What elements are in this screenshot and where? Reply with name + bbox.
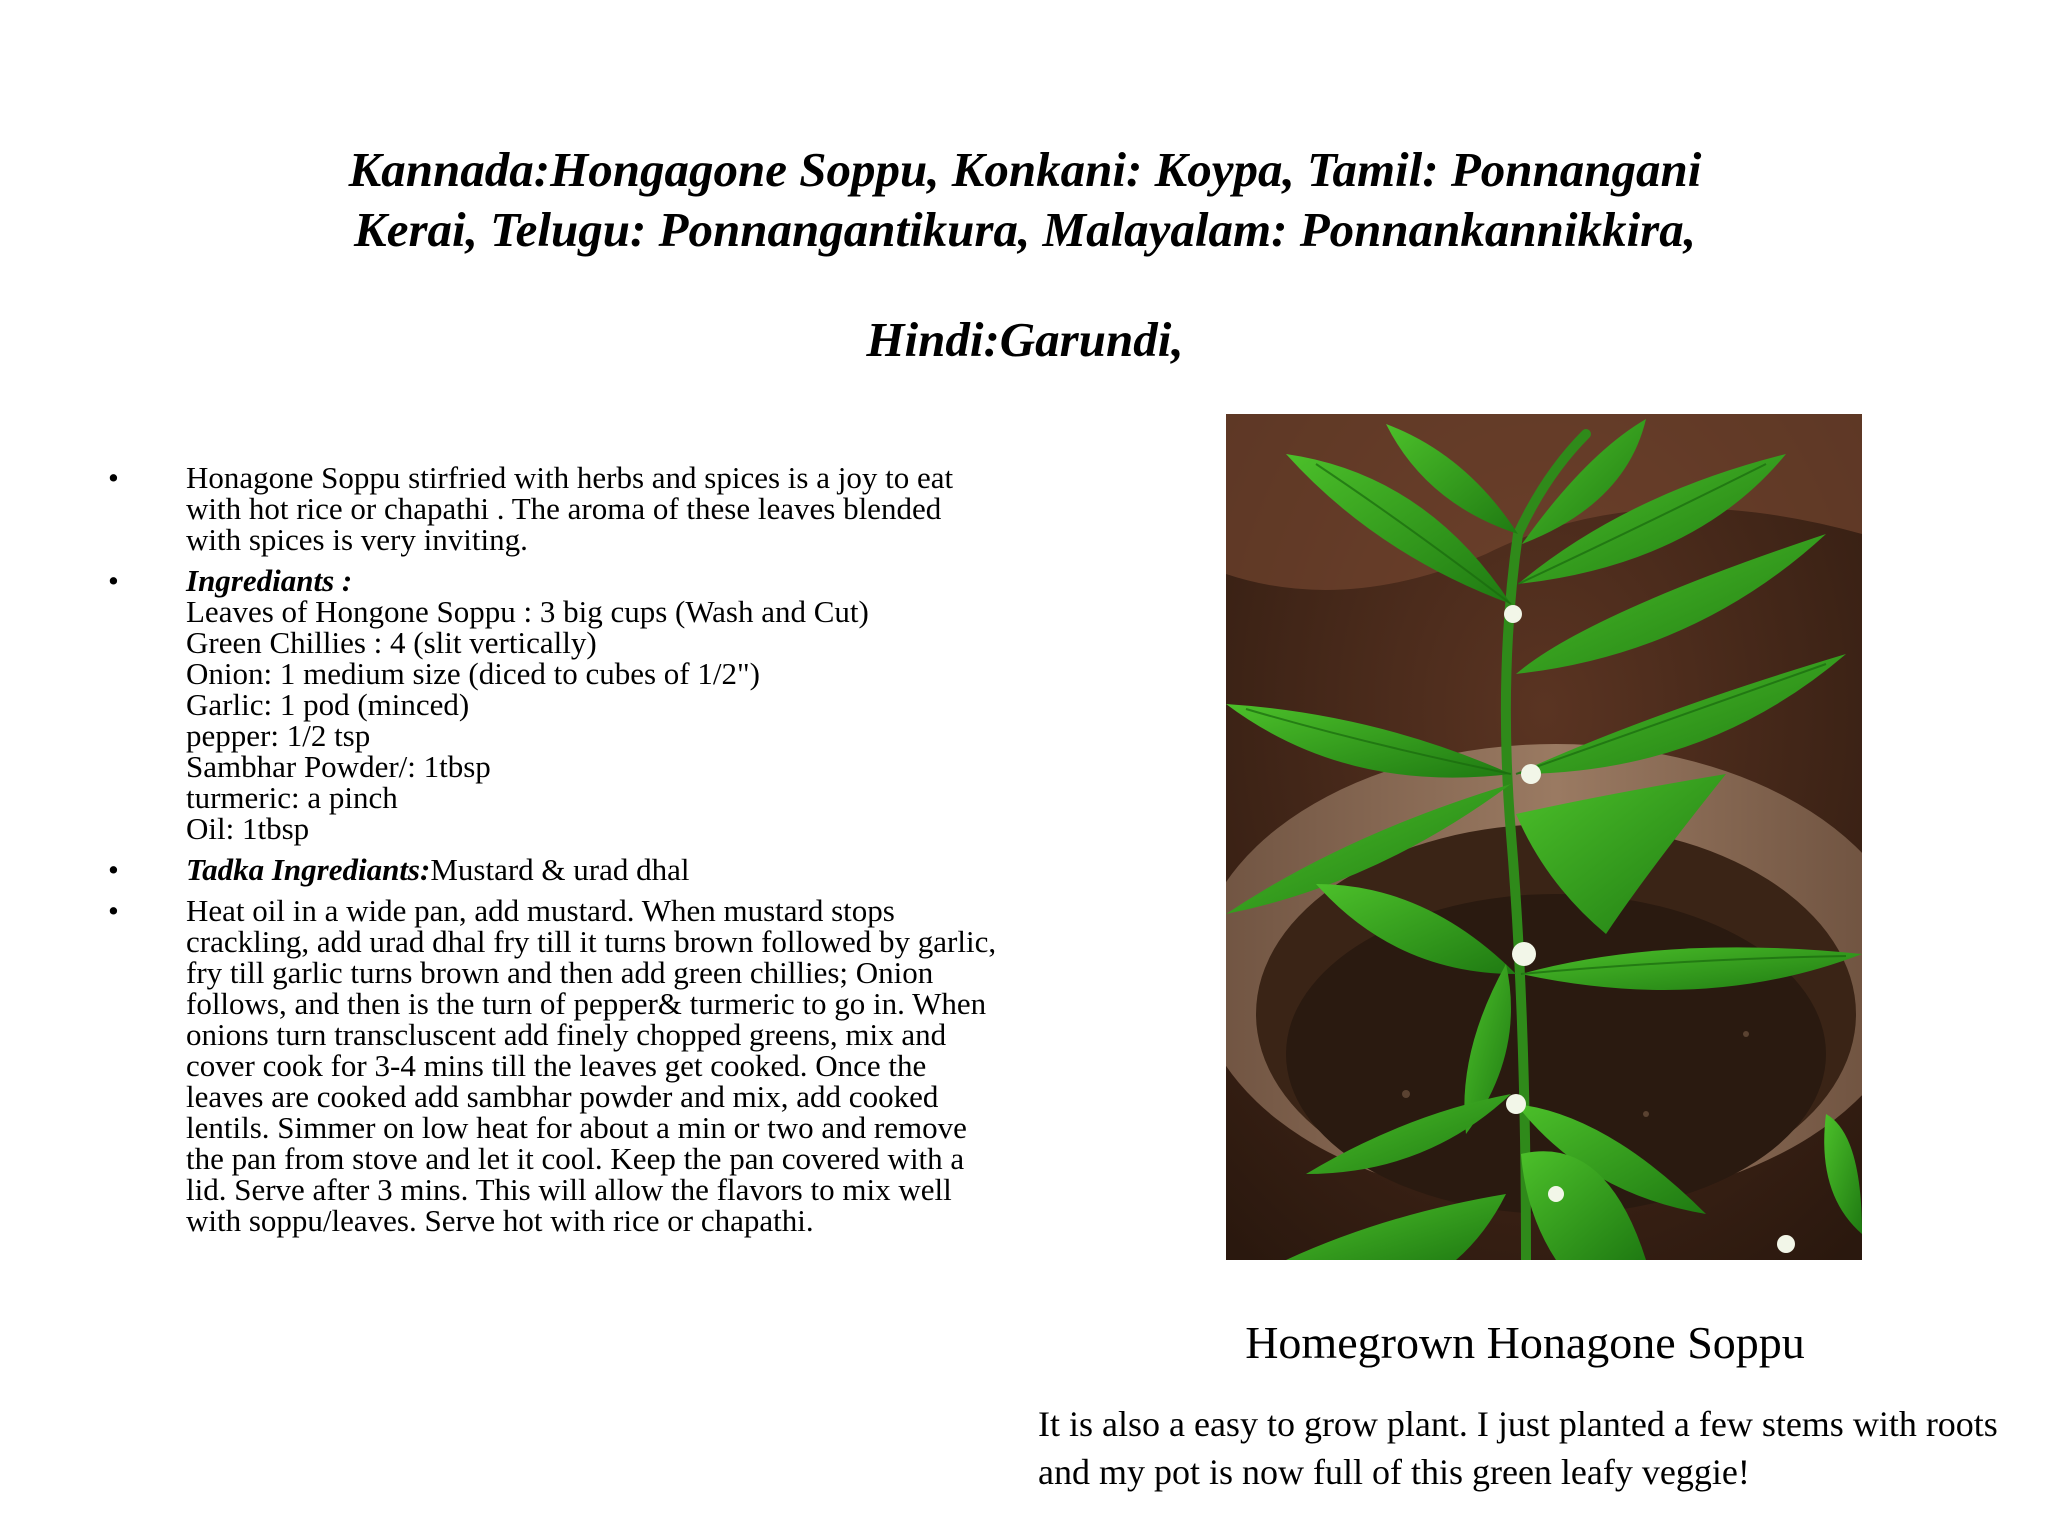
ingredient-item: Oil: 1tbsp xyxy=(186,811,310,846)
ingredient-item: Garlic: 1 pod (minced) xyxy=(186,687,470,722)
grow-note: It is also a easy to grow plant. I just planted a few stems with roots and my pot is now full of this green leafy veggie! xyxy=(1038,1404,1998,1492)
title-line-1: Kannada:Hongagone Soppu, Konkani: Koypa, Tamil: Ponnangani xyxy=(348,142,1702,197)
recipe-bullet-list xyxy=(100,462,1000,1246)
ingredient-item: Green Chillies : 4 (slit vertically) xyxy=(186,625,597,660)
tadka-bullet xyxy=(100,854,1000,885)
tadka-text: Mustard & urad dhal xyxy=(430,852,690,887)
page-title xyxy=(140,140,1910,369)
intro-text: Honagone Soppu stirfried with herbs and spices is a joy to eat with hot rice or chapathi . The aroma of these leaves blended with spices is very inviting. xyxy=(186,460,954,557)
plant-photo xyxy=(1226,414,1862,1260)
plant-photo-icon xyxy=(1226,414,1862,1260)
ingredient-item: Sambhar Powder/: 1tbsp xyxy=(186,749,491,784)
ingredient-item: Onion: 1 medium size (diced to cubes of 1/2") xyxy=(186,656,760,691)
title-line-2: Kerai, Telugu: Ponnangantikura, Malayalam: Ponnankannikkira, xyxy=(354,201,1696,257)
tadka-heading: Tadka Ingrediants: xyxy=(186,852,431,887)
title-line-3: Hindi:Garundi, xyxy=(866,311,1184,367)
method-text: Heat oil in a wide pan, add mustard. When mustard stops crackling, add urad dhal fry till it turns brown followed by garlic, fry till garlic turns brown and then add green chillies; Onion follows, and then is the turn of pepper& turmeric to go in. When onions turn transcluscent add finely chopped greens, mix and cover cook for 3-4 mins till the leaves get cooked. Once the leaves are cooked add sambhar powder and mix, add cooked lentils. Simmer on low heat for about a min or two and remove the pan from stove and let it cool. Keep the pan covered with a lid. Serve after 3 mins. This will allow the flavors to mix well with soppu/leaves. Serve hot with rice or chapathi. xyxy=(186,893,997,1238)
ingredient-item: Leaves of Hongone Soppu : 3 big cups (Wash and Cut) xyxy=(186,594,869,629)
ingredients-bullet xyxy=(100,565,1000,844)
ingredient-item: turmeric: a pinch xyxy=(186,780,398,815)
photo-caption: Homegrown Honagone Soppu xyxy=(1245,1317,1805,1368)
ingredient-item: pepper: 1/2 tsp xyxy=(186,718,371,753)
ingredients-heading: Ingrediants : xyxy=(186,563,353,598)
intro-bullet xyxy=(100,462,1000,555)
method-bullet xyxy=(100,895,1000,1236)
